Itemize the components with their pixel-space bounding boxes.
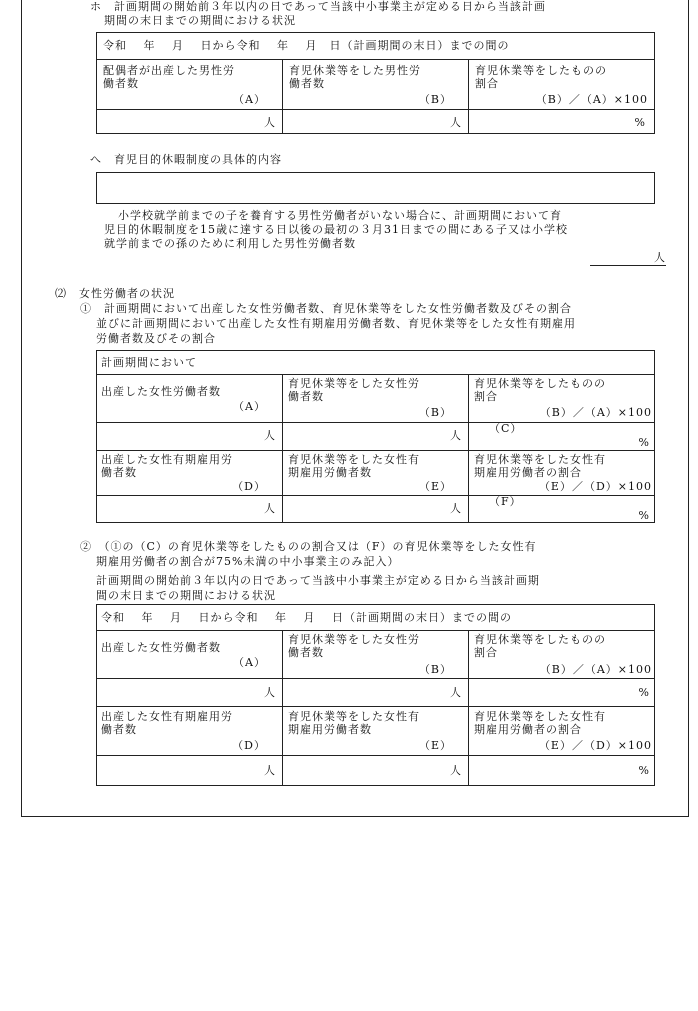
ho-col-c-label: 育児休業等をしたものの 割合 xyxy=(475,64,607,90)
t2-f-unit: % xyxy=(638,764,650,777)
he-note-line3: 就学前までの孫のために利用した男性労働者数 xyxy=(104,237,356,250)
t2-d-label: 出産した女性有期雇用労 働者数 xyxy=(101,710,233,736)
t1-f-formula: （E）／（D）×100 xyxy=(538,480,652,493)
t2-c-unit: % xyxy=(638,686,650,699)
ho-text-line2: 期間の末日までの期間における状況 xyxy=(104,14,296,27)
t1-c-tag: （C） xyxy=(489,422,523,435)
t2-f-formula: （E）／（D）×100 xyxy=(538,739,652,752)
female-item1-line2: 並びに計画期間において出産した女性有期雇用労働者数、育児休業等をした女性有期雇用 xyxy=(96,317,576,330)
female-item1-line1: ① 計画期間において出産した女性労働者数、育児休業等をした女性労働者数及びその割合 xyxy=(80,302,572,315)
he-note-line1: 小学校就学前までの子を養育する男性労働者がいない場合に、計画期間において育 xyxy=(118,209,562,222)
t1-d-label: 出産した女性有期雇用労 働者数 xyxy=(101,453,233,479)
he-heading: へ 育児目的休暇制度の具体的内容 xyxy=(90,153,282,166)
female-item2-line1: ② （①の（C）の育児休業等をしたものの割合又は（F）の育児休業等をした女性有 xyxy=(80,540,537,553)
t2-period: 令和 年 月 日から令和 年 月 日（計画期間の末日）までの間の xyxy=(101,611,512,624)
t1-a-label: 出産した女性労働者数 xyxy=(101,385,221,398)
female-item1-line3: 労働者数及びその割合 xyxy=(96,332,216,345)
he-count-field[interactable]: 人 xyxy=(590,251,666,266)
female-item2-line2: 期雇用労働者の割合が75%未満の中小事業主のみ記入） xyxy=(96,555,400,568)
he-content-box[interactable] xyxy=(96,172,655,204)
ho-unit-person-a: 人 xyxy=(264,116,276,129)
t2-e-unit: 人 xyxy=(450,764,462,777)
t1-f-tag: （F） xyxy=(489,495,522,508)
t2-a-unit: 人 xyxy=(264,686,276,699)
t2-a-label: 出産した女性労働者数 xyxy=(101,641,221,654)
t2-d-tag: （D） xyxy=(232,739,266,752)
t1-e-label: 育児休業等をした女性有 期雇用労働者数 xyxy=(288,453,420,479)
ho-unit-percent: % xyxy=(634,116,646,129)
t2-b-unit: 人 xyxy=(450,686,462,699)
he-note-line2: 児目的休暇制度を15歳に達する日以後の最初の３月31日までの間にある子又は小学校 xyxy=(104,223,568,236)
t2-e-tag: （E） xyxy=(418,739,452,752)
t1-b-label: 育児休業等をした女性労 働者数 xyxy=(288,377,420,403)
ho-col-b-label: 育児休業等をした男性労 働者数 xyxy=(289,64,421,90)
t1-e-tag: （E） xyxy=(418,480,452,493)
t1-header: 計画期間において xyxy=(101,356,197,369)
t1-d-unit: 人 xyxy=(264,502,276,515)
ho-text-line1: ホ 計画期間の開始前３年以内の日であって当該中小事業主が定める日から当該計画 xyxy=(90,0,546,13)
female-item2-line4: 間の末日までの期間における状況 xyxy=(96,589,276,602)
t1-b-tag: （B） xyxy=(418,406,452,419)
t2-e-label: 育児休業等をした女性有 期雇用労働者数 xyxy=(288,710,420,736)
t1-f-label: 育児休業等をした女性有 期雇用労働者の割合 xyxy=(474,453,606,479)
t2-b-label: 育児休業等をした女性労 働者数 xyxy=(288,633,420,659)
t1-c-label: 育児休業等をしたものの 割合 xyxy=(474,377,606,403)
ho-col-c-formula: （B）／（A）×100 xyxy=(535,93,648,106)
t1-a-unit: 人 xyxy=(264,429,276,442)
t2-a-tag: （A） xyxy=(233,656,266,669)
t2-c-formula: （B）／（A）×100 xyxy=(539,663,652,676)
ho-period: 令和 年 月 日から令和 年 月 日（計画期間の末日）までの間の xyxy=(103,39,510,52)
t1-f-unit: % xyxy=(638,509,650,522)
t2-c-label: 育児休業等をしたものの 割合 xyxy=(474,633,606,659)
female-section-title: ⑵ 女性労働者の状況 xyxy=(55,287,175,300)
t1-c-unit: % xyxy=(638,436,650,449)
t1-a-tag: （A） xyxy=(233,400,266,413)
t2-d-unit: 人 xyxy=(264,764,276,777)
t1-e-unit: 人 xyxy=(450,502,462,515)
ho-col-a-tag: （A） xyxy=(233,93,266,106)
ho-unit-person-b: 人 xyxy=(450,116,462,129)
female-item2-line3: 計画期間の開始前３年以内の日であって当該中小事業主が定める日から当該計画期 xyxy=(96,574,540,587)
t2-f-label: 育児休業等をした女性有 期雇用労働者の割合 xyxy=(474,710,606,736)
t1-d-tag: （D） xyxy=(232,480,266,493)
t1-b-unit: 人 xyxy=(450,429,462,442)
ho-col-a-label: 配偶者が出産した男性労 働者数 xyxy=(103,64,235,90)
t1-c-formula: （B）／（A）×100 xyxy=(539,406,652,419)
t2-b-tag: （B） xyxy=(418,663,452,676)
ho-col-b-tag: （B） xyxy=(418,93,452,106)
